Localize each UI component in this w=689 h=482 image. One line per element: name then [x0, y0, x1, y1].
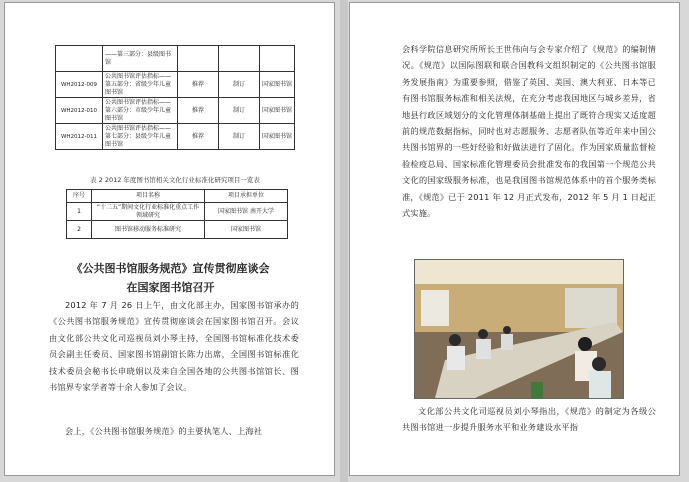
project-type: 推荐 — [178, 124, 219, 150]
project-code: WH2012-009 — [56, 72, 103, 98]
project-action — [219, 46, 260, 72]
row-number: 2 — [67, 221, 92, 239]
project-name: “十二五”期间文化行业标准化重点工作领域研究 — [92, 203, 205, 221]
row-number: 1 — [67, 203, 92, 221]
body-paragraph: 会上，《公共图书馆服务规范》的主要执笔人、上海社 — [65, 426, 263, 436]
project-action: 制订 — [219, 98, 260, 124]
project-org: 国家图书馆 — [260, 72, 295, 98]
project-title: ——第三部分：县级图书馆 — [103, 46, 178, 72]
meeting-photo-image — [415, 260, 623, 398]
table-row — [56, 124, 295, 150]
body-paragraph: 2012 年 7 月 26 日上午，由文化部主办，国家图书馆承办的《公共图书馆服务规范》宣传贯彻座谈会在国家图书馆召开。会议由文化部公共文化司巡视员刘小琴主持，全国图书馆标准化技术委员会副主任委员、国家图书馆副馆长陈力出席，全国图书馆标准化技术委员会秘书长申晓娟以及来自全国各地的公共图书馆馆长、图书馆界专家学者等十余人参加了会议。 — [49, 300, 299, 393]
project-name: 图书馆移动服务标准研究 — [92, 221, 205, 239]
page-gutter — [340, 0, 348, 482]
project-title: 公共图书馆评估指标——第五部分：省级少年儿童图书馆 — [103, 72, 178, 98]
project-org: 国家图书馆 — [260, 98, 295, 124]
project-action: 制订 — [219, 124, 260, 150]
column-header: 项目名称 — [92, 190, 205, 203]
column-header: 序号 — [67, 190, 92, 203]
table-row — [56, 98, 295, 124]
project-org: 国家图书馆 南开大学 — [205, 203, 288, 221]
body-paragraph: 文化部公共文化司巡视员刘小琴指出，《规范》的制定为各级公共图书馆进一步提升服务水平和业务建设水平指 — [402, 406, 656, 433]
article-subheading: 在国家图书馆召开 — [126, 281, 215, 294]
column-header: 项目承担单位 — [205, 190, 288, 203]
project-org — [260, 46, 295, 72]
project-type — [178, 46, 219, 72]
table-row — [56, 46, 295, 72]
table-row — [67, 221, 288, 239]
research-projects-table — [66, 189, 288, 239]
standards-table — [55, 45, 295, 150]
project-action: 制订 — [219, 72, 260, 98]
project-code: WH2012-011 — [56, 124, 103, 150]
table-caption: 表 2 2012 年度图书馆相关文化行业标准化研究项目一览表 — [90, 176, 260, 184]
project-title: 公共图书馆评估指标——第七部分：县级少年儿童图书馆 — [103, 124, 178, 150]
body-paragraph: 会科学院信息研究所所长王世伟向与会专家介绍了《规范》的编制情况。《规范》以国际图联和联合国教科文组织制定的《公共图书馆服务发展指南》为重要参照，借鉴了英国、美国、澳大利亚、日本等已有图书馆服务标准和相关法规，在充分考虑我国地区与城乡差异，省地县行政区域划分的文化管理体制基础上提出了既符合现实又适度超前的规范数据指标，同时也对志愿服务、志愿者队伍等近年来中国公共图书馆界的一些好经验和好做法进行了固化。作为国家质量监督检验检疫总局、国家标准化管理委员会批准发布的我国第一个规范公共文化的国家级服务标准，也是我国图书馆规范体系中的首个服务类标准，《规范》已于 2011 年 12 月正式发布，2012 年 5 月 1 日起正式实施。 — [402, 44, 656, 219]
project-org: 国家图书馆 — [205, 221, 288, 239]
table-row — [56, 72, 295, 98]
project-title: 公共图书馆评估指标——第六部分：市级少年儿童图书馆 — [103, 98, 178, 124]
project-type: 推荐 — [178, 98, 219, 124]
article-heading: 《公共图书馆服务规范》宣传贯彻座谈会 — [71, 262, 270, 275]
project-code — [56, 46, 103, 72]
project-type: 推荐 — [178, 72, 219, 98]
table-header-row — [67, 190, 288, 203]
table-row — [67, 203, 288, 221]
left-page — [4, 2, 335, 476]
right-page — [349, 2, 680, 476]
project-code: WH2012-010 — [56, 98, 103, 124]
project-org: 国家图书馆 — [260, 124, 295, 150]
meeting-photo — [414, 259, 624, 399]
